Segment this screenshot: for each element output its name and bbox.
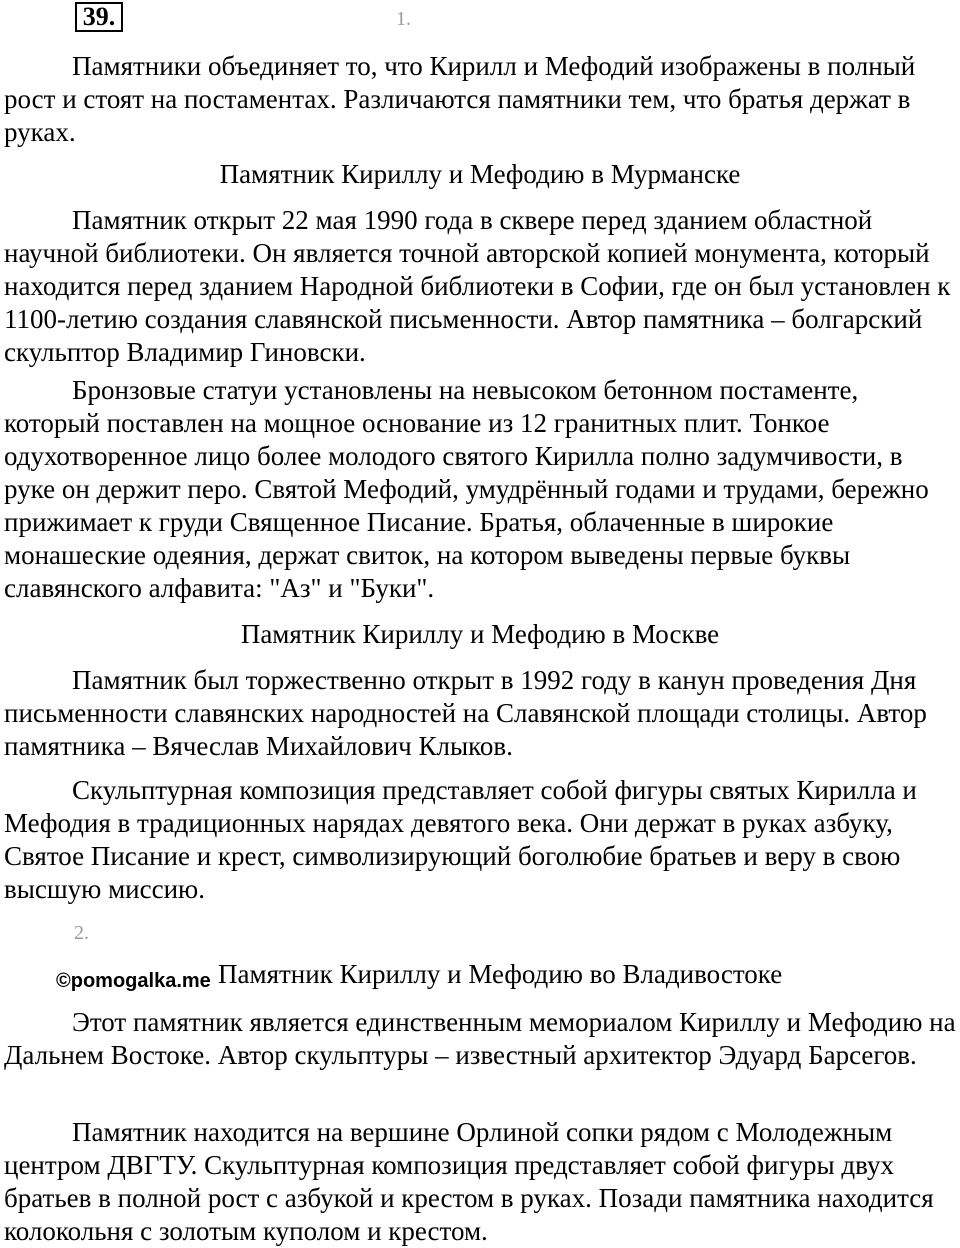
moscow-paragraph-2: Скульптурная композиция представляет собой фигуры святых Кирилла и Мефодия в традиционных нарядах девятого века. Они держат в руках азбуку, Святое Писание и крест, символизирующий боголюбие братьев и веру в свою высшую миссию. [4, 775, 917, 904]
vladivostok-paragraph-1: Этот памятник является единственным мемориалом Кириллу и Мефодию на Дальнем Востоке. Автор скульптуры – известный архитектор Эдуард Барсегов. [4, 1007, 956, 1070]
site-watermark: ©pomogalka.me [56, 970, 211, 992]
intro-paragraph: Памятники объединяет то, что Кирилл и Мефодий изображены в полный рост и стоят на постаментах. Различаются памятники тем, что братья держат в руках. [4, 51, 916, 147]
murmansk-heading: Памятник Кириллу и Мефодию в Мурманске [219, 159, 741, 189]
vladivostok-paragraph-2: Памятник находится на вершине Орлиной сопки рядом с Молодежным центром ДВГТУ. Скульптурная композиция представляет собой фигуры двух братьев в полной рост с азбукой и крестом в руках. Позади памятника находится колокольня с золотым куполом и крестом. [4, 1117, 934, 1246]
section-marker-1: 1. [396, 8, 411, 30]
section-marker-2: 2. [74, 922, 89, 944]
moscow-paragraph-1: Памятник был торжественно открыт в 1992 году в канун проведения Дня письменности славянских народностей на Славянской площади столицы. Автор памятника – Вячеслав Михайлович Клыков. [4, 665, 927, 761]
murmansk-paragraph-2: Бронзовые статуи установлены на невысоком бетонном постаменте, который поставлен на мощное основание из 12 гранитных плит. Тонкое одухотворенное лицо более молодого святого Кирилла полно задумчивости, в руке он держит перо. Святой Мефодий, умудрённый годами и трудами, бережно прижимает к груди Священное Писание. Братья, облаченные в широкие монашеские одеяния, держат свиток, на котором выведены первые буквы славянского алфавита: "Аз" и "Буки". [4, 375, 929, 603]
moscow-heading: Памятник Кириллу и Мефодию в Москве [240, 619, 720, 649]
murmansk-paragraph-1: Памятник открыт 22 мая 1990 года в сквере перед зданием областной научной библиотеки. Он является точной авторской копией монумента, который находится перед зданием Народной библиотеки в Софии, где он был установлен к 1100-летию создания славянской письменности. Автор памятника – болгарский скульптор Владимир Гиновски. [4, 205, 951, 367]
vladivostok-heading: Памятник Кириллу и Мефодию во Владивостоке [218, 959, 783, 989]
exercise-number: 39. [75, 2, 123, 32]
